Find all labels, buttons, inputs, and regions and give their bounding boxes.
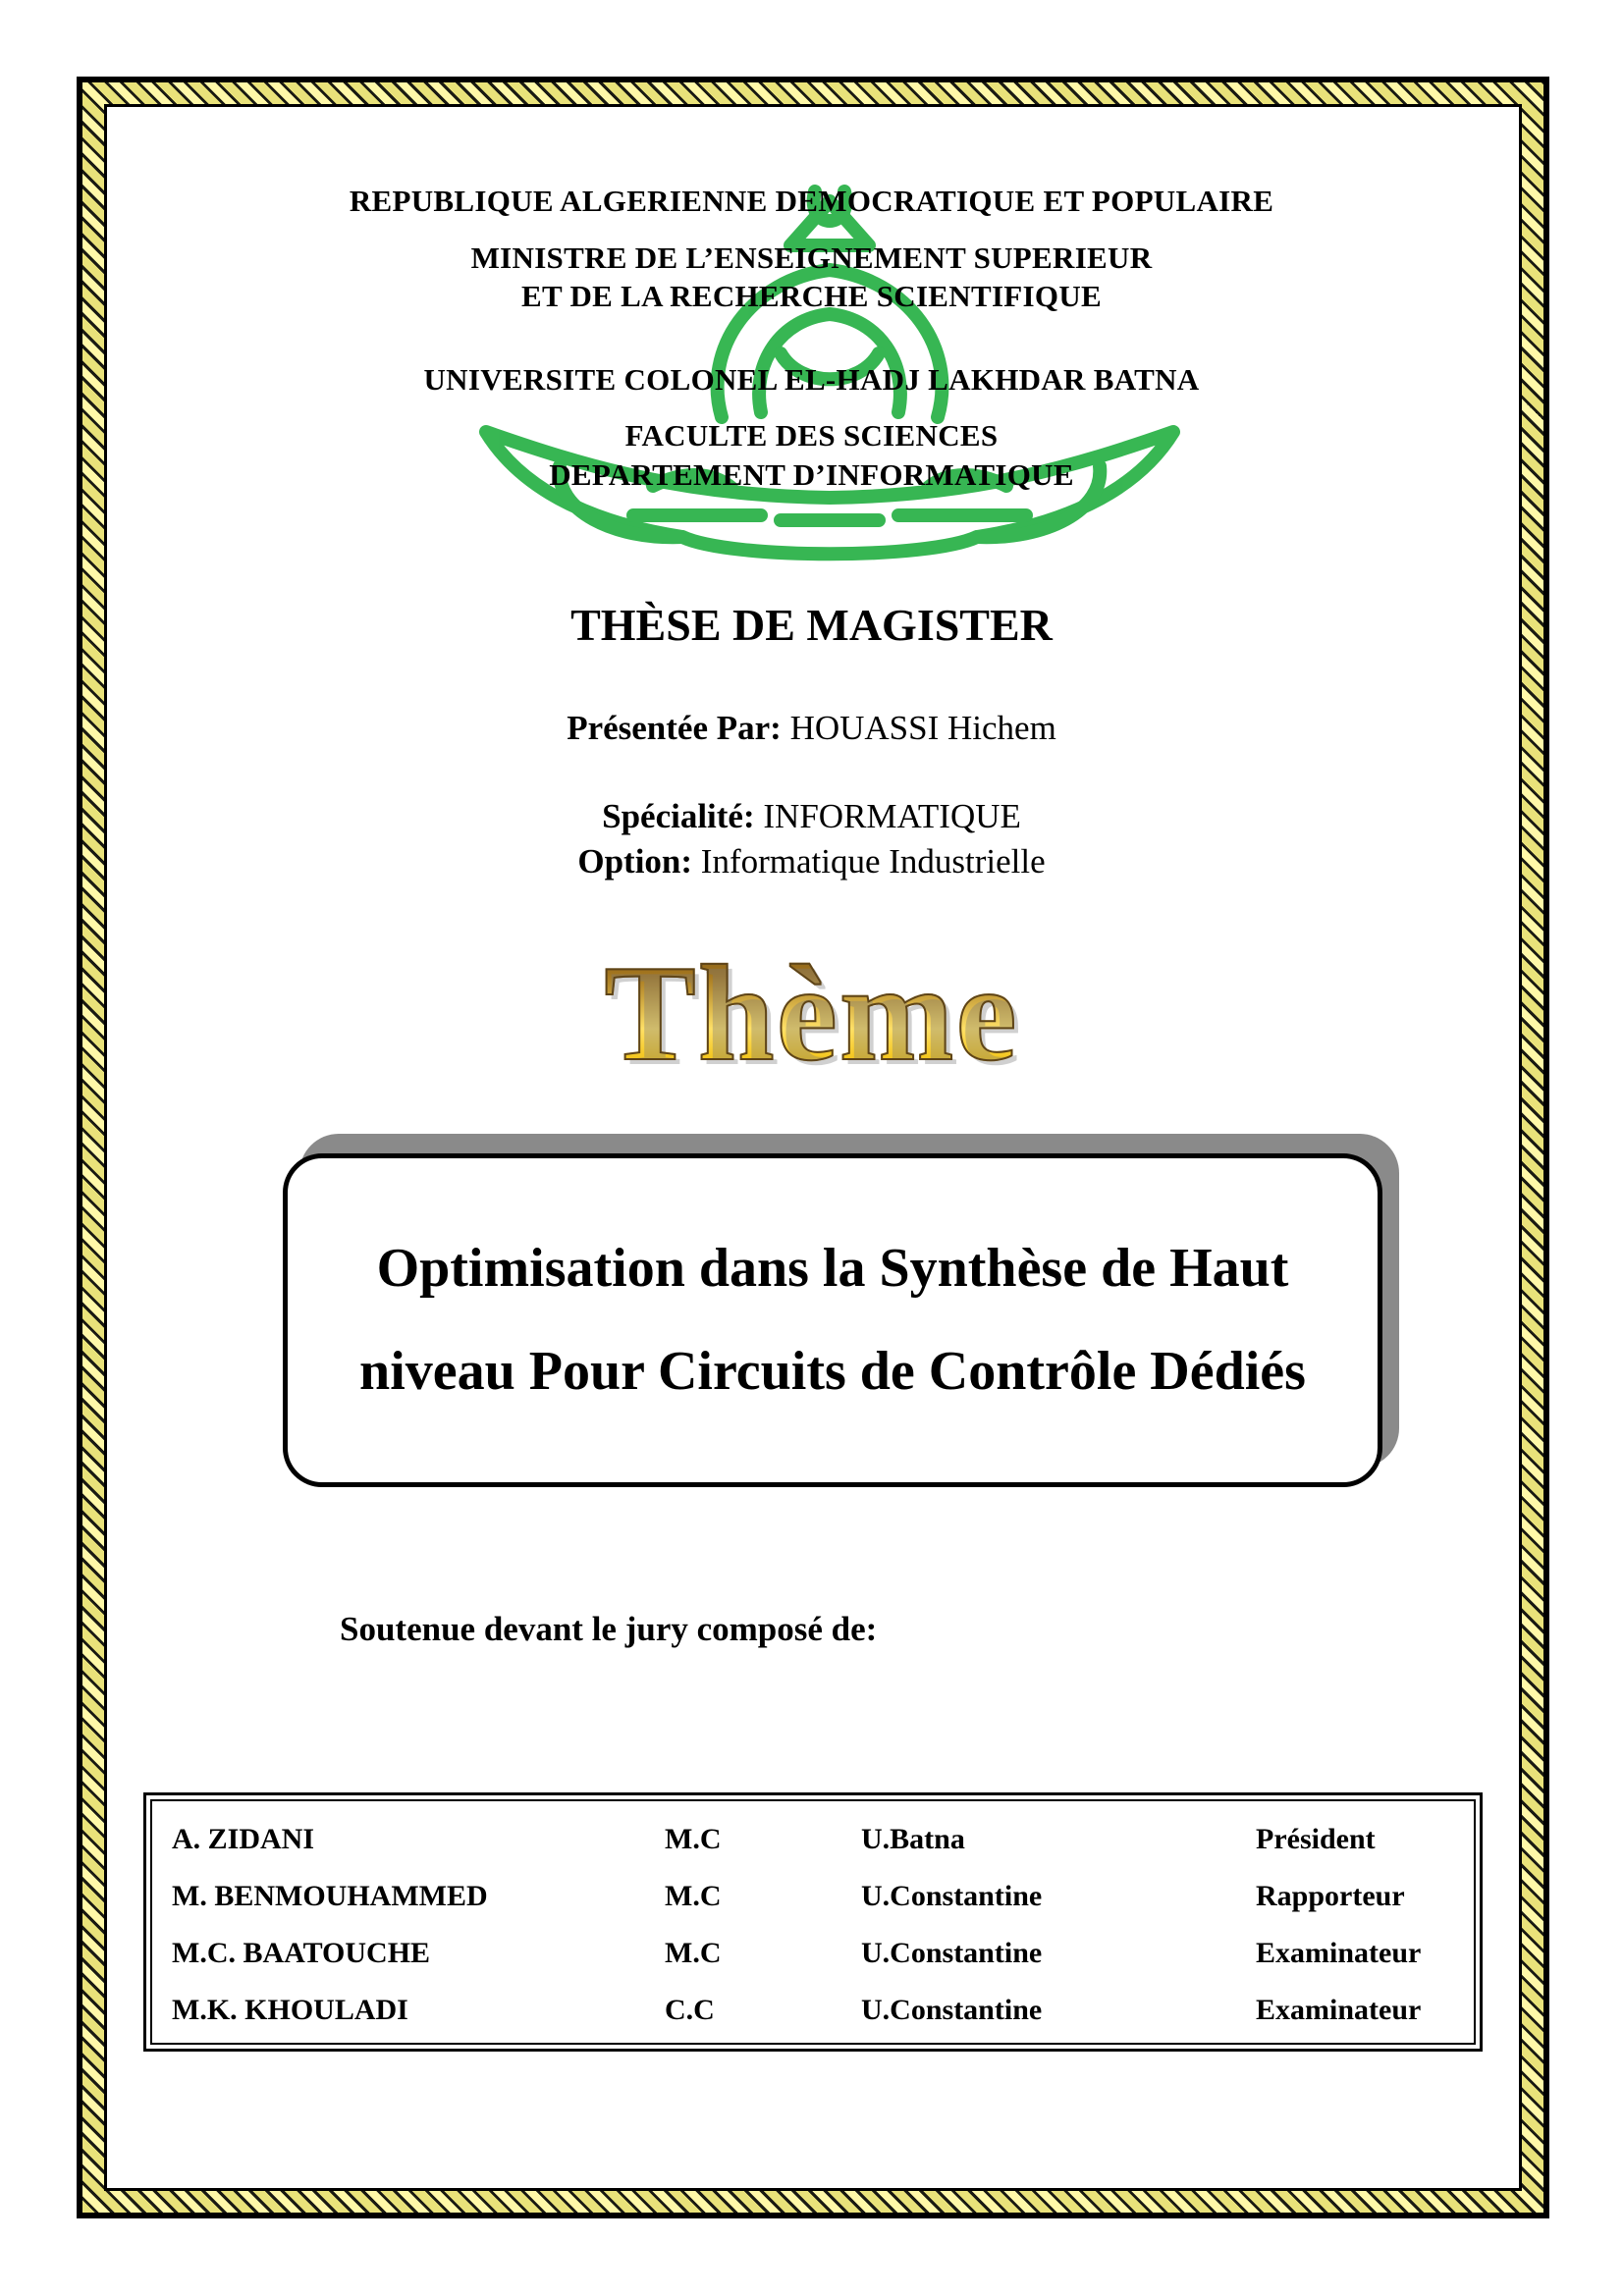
jury-name: A. ZIDANI	[172, 1823, 315, 1855]
jury-university: U.Batna	[861, 1823, 965, 1855]
speciality-value: INFORMATIQUE	[763, 797, 1021, 835]
thesis-type: THÈSE DE MAGISTER	[570, 600, 1053, 650]
jury-grade: M.C	[665, 1937, 722, 1969]
table-row	[172, 1811, 1472, 1868]
jury-university: U.Constantine	[861, 1880, 1043, 1912]
jury-grade: C.C	[665, 1994, 715, 2026]
jury-role: Examinateur	[1256, 1937, 1422, 1969]
jury-role: Rapporteur	[1256, 1880, 1405, 1912]
jury-name: M.K. KHOULADI	[172, 1994, 408, 2026]
jury-name: M. BENMOUHAMMED	[172, 1880, 488, 1912]
jury-role: Examinateur	[1256, 1994, 1422, 2026]
jury-grade: M.C	[665, 1823, 722, 1855]
title-box	[283, 1153, 1382, 1487]
table-row	[172, 1925, 1472, 1982]
speciality-line	[0, 797, 1623, 836]
jury-role: Président	[1256, 1823, 1376, 1855]
header-ministry: MINISTRE DE L’ENSEIGNEMENT SUPERIEUR	[470, 240, 1153, 275]
option-label: Option:	[577, 842, 693, 881]
header-faculty: FACULTE DES SCIENCES	[624, 418, 999, 453]
jury-heading: Soutenue devant le jury composé de:	[340, 1610, 878, 1648]
jury-grade: M.C	[665, 1880, 722, 1912]
table-row	[172, 1868, 1472, 1925]
presented-by-value: HOUASSI Hichem	[789, 709, 1056, 747]
theme-heading-text: Thème	[604, 937, 1019, 1090]
jury-name: M.C. BAATOUCHE	[172, 1937, 431, 1969]
jury-table	[172, 1811, 1472, 2039]
speciality-label: Spécialité:	[602, 797, 755, 835]
theme-heading	[0, 937, 1623, 1090]
option-value: Informatique Industrielle	[700, 842, 1046, 881]
presented-by-label: Présentée Par:	[567, 709, 782, 747]
header-university: UNIVERSITE COLONEL EL-HADJ LAKHDAR BATNA	[423, 362, 1200, 397]
thesis-title: Optimisation dans la Synthèse de Haut niveau Pour Circuits de Contrôle Dédiés	[359, 1238, 1306, 1402]
header-ministry-2: ET DE LA RECHERCHE SCIENTIFIQUE	[521, 279, 1102, 313]
option-line	[0, 842, 1623, 881]
jury-university: U.Constantine	[861, 1994, 1043, 2026]
header-republic: REPUBLIQUE ALGERIENNE DEMOCRATIQUE ET POPULAIRE	[349, 184, 1274, 218]
presented-by-line	[0, 709, 1623, 748]
header-department: DEPARTEMENT D’INFORMATIQUE	[549, 457, 1074, 492]
jury-university: U.Constantine	[861, 1937, 1043, 1969]
table-row	[172, 1982, 1472, 2039]
